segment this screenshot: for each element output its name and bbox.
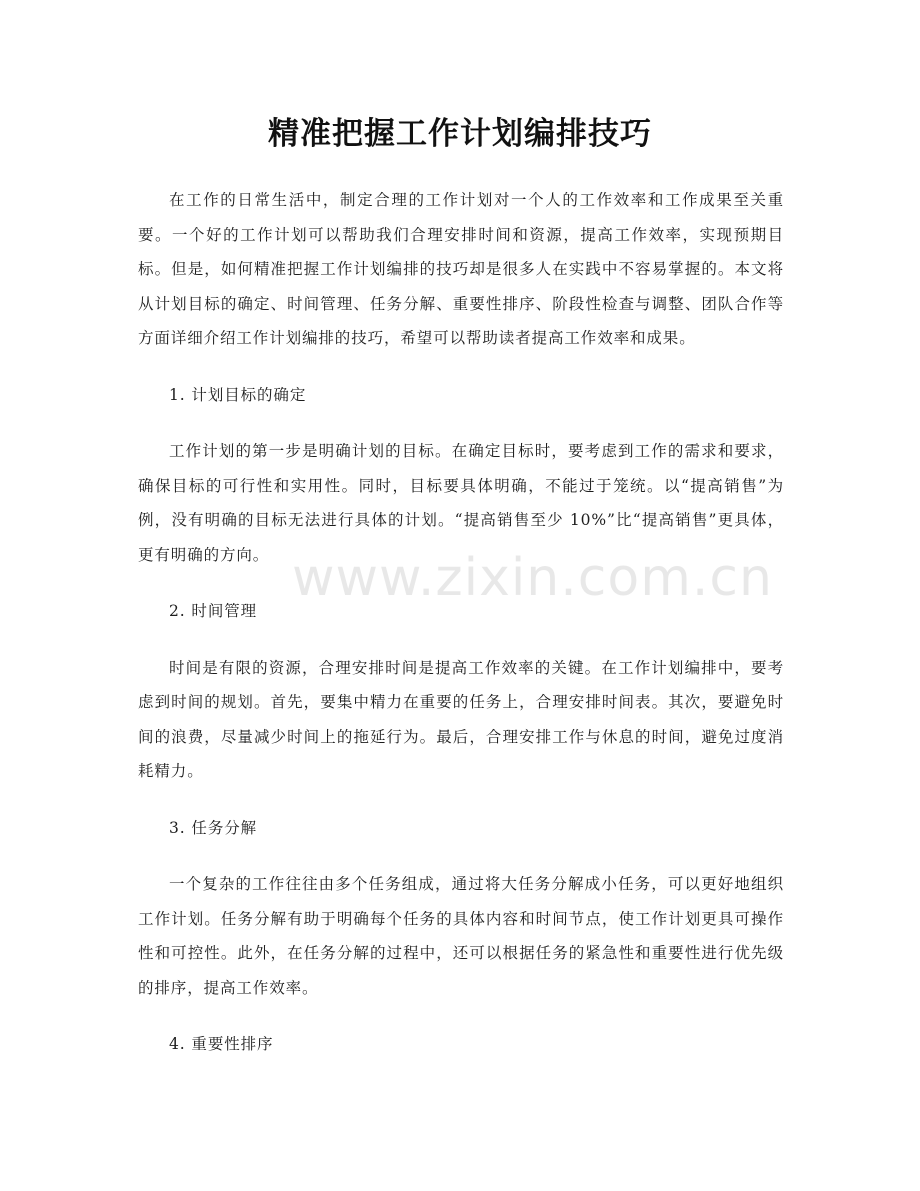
document-body <box>138 183 784 1062</box>
section-body-3: 一个复杂的工作往往由多个任务组成，通过将大任务分解成小任务，可以更好地组织工作计划。任务分解有助于明确每个任务的具体内容和时间节点，使工作计划更具可操作性和可控性。此外，在任务分解的过程中，还可以根据任务的紧急性和重要性进行优先级的排序，提高工作效率。 <box>138 875 784 997</box>
section-heading-3: 3. 任务分解 <box>169 818 258 837</box>
section-heading-4: 4. 重要性排序 <box>169 1035 274 1053</box>
document-title: 精准把握工作计划编排技巧 <box>268 116 652 152</box>
section-body-2: 时间是有限的资源，合理安排时间是提高工作效率的关键。在工作计划编排中，要考虑到时间的规划。首先，要集中精力在重要的任务上，合理安排时间表。其次，要避免时间的浪费，尽量减少时间上的拖延行为。最后，合理安排工作与休息的时间，避免过度消耗精力。 <box>138 658 784 780</box>
section-heading-2: 2. 时间管理 <box>169 602 258 620</box>
watermark-text: www.zixin.com.cn <box>292 548 773 608</box>
intro-paragraph: 在工作的日常生活中，制定合理的工作计划对一个人的工作效率和工作成果至关重要。一个好的工作计划可以帮助我们合理安排时间和资源，提高工作效率，实现预期目标。但是，如何精准把握工作计划编排的技巧却是很多人在实践中不容易掌握的。本文将从计划目标的确定、时间管理、任务分解、重要性排序、阶段性检查与调整、团队合作等方面详细介绍工作计划编排的技巧，希望可以帮助读者提高工作效率和成果。 <box>138 191 784 347</box>
section-heading-1: 1. 计划目标的确定 <box>169 385 307 404</box>
section-body-1: 工作计划的第一步是明确计划的目标。在确定目标时，要考虑到工作的需求和要求，确保目标的可行性和实用性。同时，目标要具体明确，不能过于笼统。以“提高销售”为例，没有明确的目标无法进行具体的计划。“提高销售至少 10%”比“提高销售”更具体，更有明确的方向。 <box>138 442 784 564</box>
